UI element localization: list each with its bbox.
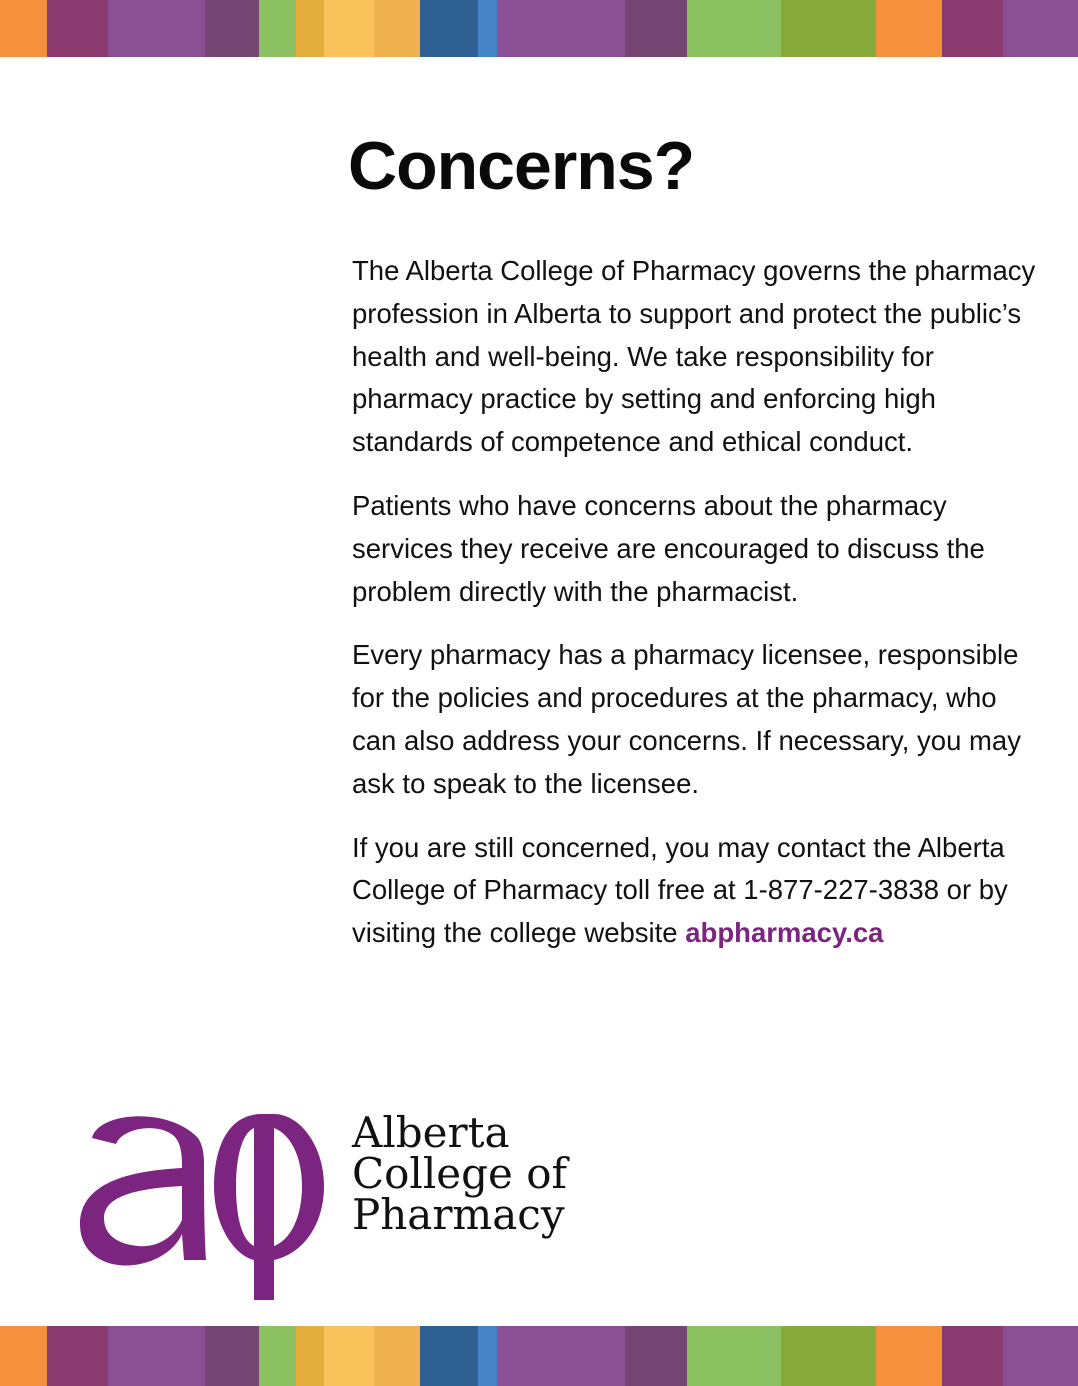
stripe-segment bbox=[478, 1326, 497, 1386]
stripe-segment bbox=[876, 0, 942, 57]
stripe-segment bbox=[324, 1326, 374, 1386]
stripe-segment bbox=[1003, 0, 1078, 57]
stripe-segment bbox=[420, 0, 478, 57]
stripe-segment bbox=[324, 0, 374, 57]
page-title: Concerns? bbox=[348, 128, 695, 204]
stripe-segment bbox=[259, 0, 296, 57]
stripe-segment bbox=[1003, 1326, 1078, 1386]
main-content bbox=[348, 118, 1042, 976]
stripe-segment bbox=[0, 1326, 47, 1386]
stripe-segment bbox=[205, 1326, 259, 1386]
stripe-segment bbox=[625, 0, 687, 57]
wordmark-line-1: Alberta bbox=[352, 1108, 510, 1157]
stripe-segment bbox=[497, 0, 561, 57]
stripe-segment bbox=[781, 0, 876, 57]
stripe-segment bbox=[296, 1326, 324, 1386]
stripe-segment bbox=[687, 1326, 734, 1386]
paragraph-pharmacy-licensee: Every pharmacy has a pharmacy licensee, responsible for the policies and procedures at the pharmacy, who can also address your concerns. If necessary, you may ask to speak to the licensee. bbox=[352, 639, 1021, 799]
top-color-stripe bbox=[0, 0, 1078, 57]
contact-text: If you are still concerned, you may contact the Alberta College of Pharmacy toll free at 1-877-227-3838 or by visiting the college website bbox=[352, 831, 1008, 949]
stripe-segment bbox=[47, 0, 108, 57]
stripe-segment bbox=[296, 0, 324, 57]
stripe-segment bbox=[942, 1326, 1003, 1386]
stripe-segment bbox=[108, 0, 205, 57]
stripe-segment bbox=[259, 1326, 296, 1386]
stripe-segment bbox=[108, 1326, 205, 1386]
acp-logo-icon bbox=[78, 1108, 328, 1308]
stripe-segment bbox=[374, 1326, 420, 1386]
stripe-segment bbox=[687, 0, 734, 57]
website-link[interactable]: abpharmacy.ca bbox=[685, 917, 884, 949]
stripe-segment bbox=[47, 1326, 108, 1386]
stripe-segment bbox=[497, 1326, 561, 1386]
stripe-segment bbox=[876, 1326, 942, 1386]
paragraph-patient-concerns: Patients who have concerns about the pharmacy services they receive are encouraged to discuss the problem directly with the pharmacist. bbox=[352, 489, 985, 607]
stripe-segment bbox=[561, 0, 625, 57]
stripe-segment bbox=[205, 0, 259, 57]
stripe-segment bbox=[420, 1326, 478, 1386]
stripe-segment bbox=[625, 1326, 687, 1386]
stripe-segment bbox=[478, 0, 497, 57]
stripe-segment bbox=[734, 1326, 781, 1386]
stripe-segment bbox=[561, 1326, 625, 1386]
paragraph-about-college: The Alberta College of Pharmacy governs the pharmacy profession in Alberta to support and protect the public’s health and well-being. We take responsibility for pharmacy practice by setting and enforcing high standards of competence and ethical conduct. bbox=[352, 255, 1036, 458]
paragraph-contact-college bbox=[352, 827, 1042, 955]
stripe-segment bbox=[734, 0, 781, 57]
college-wordmark bbox=[352, 1108, 568, 1239]
stripe-segment bbox=[374, 0, 420, 57]
wordmark-line-2: College of bbox=[352, 1149, 568, 1198]
wordmark-line-3: Pharmacy bbox=[352, 1190, 565, 1239]
bottom-color-stripe bbox=[0, 1326, 1078, 1386]
stripe-segment bbox=[942, 0, 1003, 57]
stripe-segment bbox=[0, 0, 47, 57]
stripe-segment bbox=[781, 1326, 876, 1386]
